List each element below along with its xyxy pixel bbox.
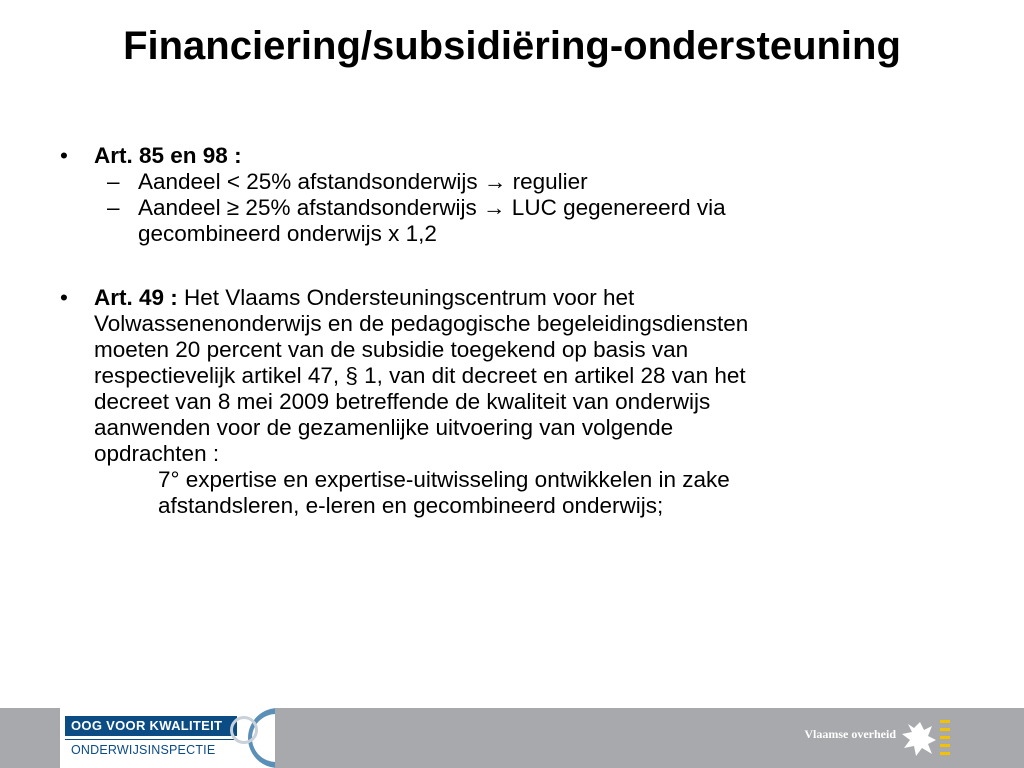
indented-text-line: afstandsleren, e-leren en gecombineerd onderwijs; [158,493,664,518]
bullet-label: Art. 49 : [94,285,178,310]
indented-text-line: 7° expertise en expertise-uitwisseling ontwikkelen in zake [158,467,730,492]
logo-bottom-text: ONDERWIJSINSPECTIE [65,739,237,759]
sub-bullet-text: Aandeel < 25% afstandsonderwijs → regulier [138,169,588,194]
bullet-marker: • [60,143,68,168]
bullet-art-85 [60,143,950,169]
inspection-logo [60,708,275,768]
bullet-text-line: respectievelijk artikel 47, § 1, van dit decreet en artikel 28 van het [94,363,746,388]
bullet-text-line: opdrachten : [94,441,220,466]
bullet-marker: • [60,285,68,310]
logo-ring-icon [230,716,258,744]
sub-bullet-2 [60,195,950,247]
slide-title: Financiering/subsidiëring-ondersteuning [123,24,901,68]
gov-name: Vlaamse overheid [804,727,896,741]
indented-item [60,467,950,519]
bullet-text-line: moeten 20 percent van de subsidie toegekend op basis van [94,337,689,362]
bullet-text-line: Volwassenenonderwijs en de pedagogische begeleidingsdiensten [94,311,749,336]
slide-body [60,143,950,519]
gov-accent-bars [940,720,950,760]
bullet-text-line: decreet van 8 mei 2009 betreffende de kwaliteit van onderwijs [94,389,711,414]
sub-bullet-marker: – [107,169,120,194]
logo-top-text: OOG VOOR KWALITEIT [65,716,237,736]
bullet-text-line: aanwenden voor de gezamenlijke uitvoering van volgende [94,415,674,440]
sub-bullet-text-cont: gecombineerd onderwijs x 1,2 [138,221,437,246]
sub-bullet-marker: – [107,195,120,220]
bullet-label: Art. 85 en 98 : [94,143,242,168]
sub-bullet-text: Aandeel ≥ 25% afstandsonderwijs → LUC gegenereerd via [138,195,726,220]
sub-bullet-1 [60,169,950,195]
bullet-art-49 [60,285,950,467]
footer-bar [0,708,1024,768]
bullet-text-line: Het Vlaams Ondersteuningscentrum voor het [177,285,635,310]
flemish-lion-icon [900,718,940,760]
